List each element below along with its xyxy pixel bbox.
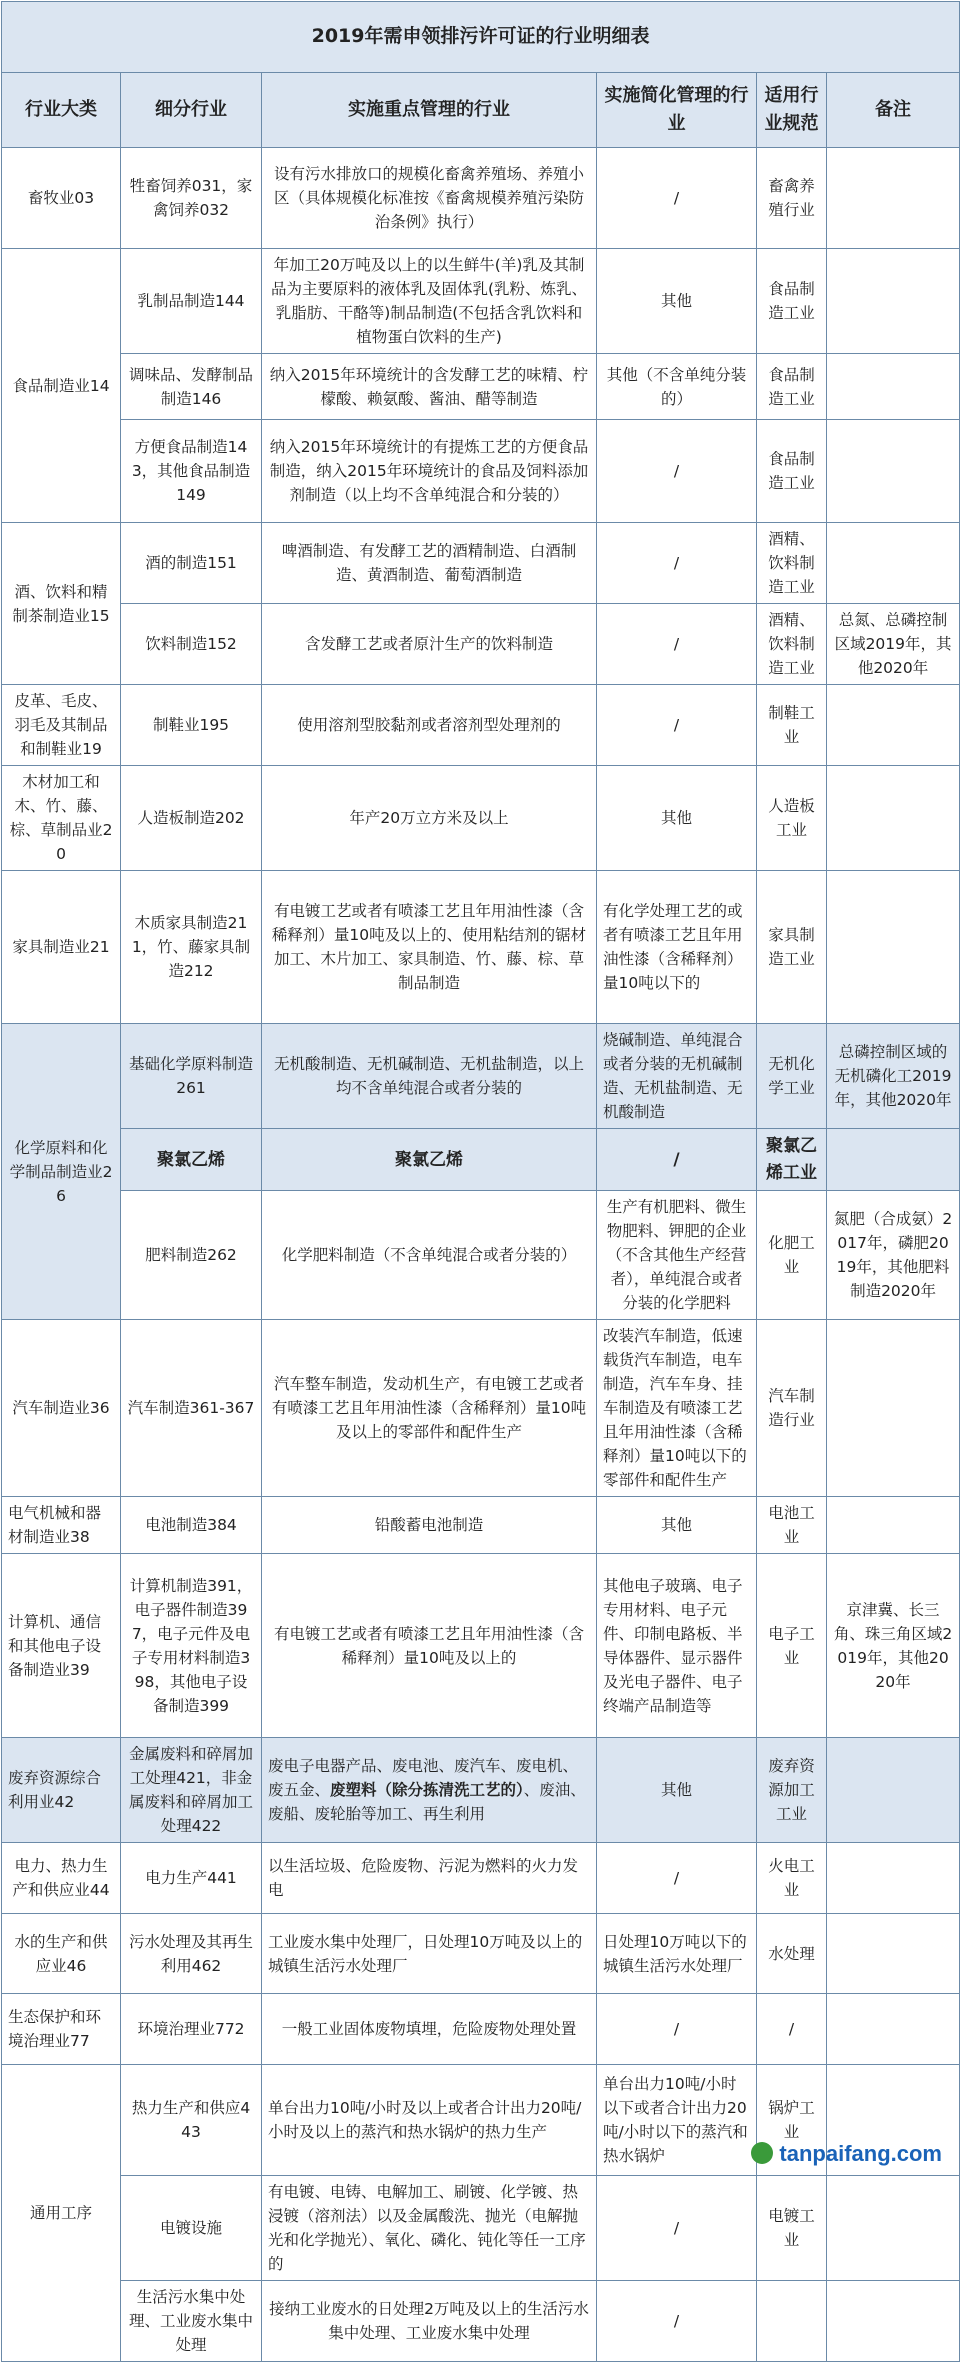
cell-subcategory: 环境治理业772 bbox=[121, 1994, 262, 2065]
table-row bbox=[2, 523, 960, 604]
table-row bbox=[2, 1914, 960, 1994]
cell-subcategory: 热力生产和供应443 bbox=[121, 2065, 262, 2176]
cell-key: 有电镀工艺或者有喷漆工艺且年用油性漆（含稀释剂）量10吨及以上的、使用粘结剂的锯材加工、木片加工、家具制造、竹、藤、棕、草制品制造 bbox=[262, 871, 597, 1024]
cell-note bbox=[827, 354, 960, 420]
cell-category: 化学原料和化学制品制造业26 bbox=[2, 1024, 121, 1320]
header-row bbox=[2, 73, 960, 148]
cell-key: 化学肥料制造（不含单纯混合或者分装的） bbox=[262, 1191, 597, 1320]
cell-category: 电力、热力生产和供应业44 bbox=[2, 1843, 121, 1914]
table-row bbox=[2, 2281, 960, 2362]
table-row bbox=[2, 1843, 960, 1914]
table-row bbox=[2, 148, 960, 249]
header-industry-norm: 适用行业规范 bbox=[757, 73, 827, 148]
cell-note bbox=[827, 1994, 960, 2065]
table-row bbox=[2, 420, 960, 523]
cell-note: 京津冀、长三角、珠三角区域2019年，其他2020年 bbox=[827, 1554, 960, 1738]
cell-simple: / bbox=[597, 2176, 757, 2281]
cell-category: 通用工序 bbox=[2, 2065, 121, 2362]
cell-norm: 无机化学工业 bbox=[757, 1024, 827, 1129]
cell-simple: 其他 bbox=[597, 1738, 757, 1843]
cell-simple: 烧碱制造、单纯混合或者分装的无机碱制造、无机盐制造、无机酸制造 bbox=[597, 1024, 757, 1129]
table-row bbox=[2, 1738, 960, 1843]
cell-subcategory: 生活污水集中处理、工业废水集中处理 bbox=[121, 2281, 262, 2362]
table-title: 2019年需申领排污许可证的行业明细表 bbox=[2, 2, 960, 73]
cell-note bbox=[827, 249, 960, 354]
cell-subcategory: 聚氯乙烯 bbox=[121, 1129, 262, 1191]
cell-norm: 火电工业 bbox=[757, 1843, 827, 1914]
cell-subcategory: 汽车制造361-367 bbox=[121, 1320, 262, 1497]
table-row bbox=[2, 1554, 960, 1738]
cell-note bbox=[827, 148, 960, 249]
cell-subcategory: 木质家具制造211，竹、藤家具制造212 bbox=[121, 871, 262, 1024]
cell-subcategory: 基础化学原料制造261 bbox=[121, 1024, 262, 1129]
table-row bbox=[2, 1994, 960, 2065]
cell-note bbox=[827, 1738, 960, 1843]
cell-norm: 水处理 bbox=[757, 1914, 827, 1994]
cell-key-part3: 、废油、废船、废轮胎等加工、再生利用 bbox=[268, 1781, 586, 1824]
table-row bbox=[2, 604, 960, 685]
cell-note bbox=[827, 685, 960, 766]
cell-key: 年加工20万吨及以上的以生鲜牛(羊)乳及其制品为主要原料的液体乳及固体乳(乳粉、炼乳、乳脂肪、干酪等)制品制造(不包括含乳饮料和植物蛋白饮料的生产) bbox=[262, 249, 597, 354]
leaf-logo-icon bbox=[751, 2142, 773, 2164]
table-row bbox=[2, 354, 960, 420]
cell-key-part1: 废电子电器产品、废电池、废汽车、废电机、废五金、 bbox=[268, 1757, 579, 1800]
cell-key: 以生活垃圾、危险废物、污泥为燃料的火力发电 bbox=[262, 1843, 597, 1914]
cell-key: 工业废水集中处理厂，日处理10万吨及以上的城镇生活污水处理厂 bbox=[262, 1914, 597, 1994]
cell-norm: 废弃资源加工工业 bbox=[757, 1738, 827, 1843]
cell-simple: 其他电子玻璃、电子专用材料、电子元件、印制电路板、半导体器件、显示器件及光电子器件、电子终端产品制造等 bbox=[597, 1554, 757, 1738]
cell-note bbox=[827, 523, 960, 604]
cell-note: 氮肥（合成氨）2017年，磷肥2019年，其他肥料制造2020年 bbox=[827, 1191, 960, 1320]
cell-category: 家具制造业21 bbox=[2, 871, 121, 1024]
cell-simple: 生产有机肥料、微生物肥料、钾肥的企业（不含其他生产经营者），单纯混合或者分装的化学肥料 bbox=[597, 1191, 757, 1320]
cell-simple: 改装汽车制造，低速载货汽车制造，电车制造，汽车车身、挂车制造及有喷漆工艺且年用油性漆（含稀释剂）量10吨以下的零部件和配件生产 bbox=[597, 1320, 757, 1497]
cell-subcategory: 电镀设施 bbox=[121, 2176, 262, 2281]
cell-norm: 电子工业 bbox=[757, 1554, 827, 1738]
cell-note: 总氮、总磷控制区域2019年，其他2020年 bbox=[827, 604, 960, 685]
cell-category: 酒、饮料和精制茶制造业15 bbox=[2, 523, 121, 685]
cell-key: 含发酵工艺或者原汁生产的饮料制造 bbox=[262, 604, 597, 685]
cell-simple: 其他 bbox=[597, 249, 757, 354]
cell-category: 畜牧业03 bbox=[2, 148, 121, 249]
cell-note bbox=[827, 1914, 960, 1994]
cell-note: 总磷控制区域的无机磷化工2019年，其他2020年 bbox=[827, 1024, 960, 1129]
cell-norm: 化肥工业 bbox=[757, 1191, 827, 1320]
table-row bbox=[2, 871, 960, 1024]
cell-norm: 人造板工业 bbox=[757, 766, 827, 871]
table-row bbox=[2, 1129, 960, 1191]
cell-subcategory: 方便食品制造143，其他食品制造149 bbox=[121, 420, 262, 523]
cell-subcategory: 牲畜饲养031，家禽饲养032 bbox=[121, 148, 262, 249]
cell-key: 啤酒制造、有发酵工艺的酒精制造、白酒制造、黄酒制造、葡萄酒制造 bbox=[262, 523, 597, 604]
cell-simple: 其他（不含单纯分装的） bbox=[597, 354, 757, 420]
cell-subcategory: 污水处理及其再生利用462 bbox=[121, 1914, 262, 1994]
cell-norm: 畜禽养殖行业 bbox=[757, 148, 827, 249]
cell-note bbox=[827, 420, 960, 523]
cell-key: 单台出力10吨/小时及以上或者合计出力20吨/小时及以上的蒸汽和热水锅炉的热力生产 bbox=[262, 2065, 597, 2176]
watermark bbox=[751, 2141, 942, 2167]
cell-key: 设有污水排放口的规模化畜禽养殖场、养殖小区（具体规模化标准按《畜禽规模养殖污染防治条例》执行） bbox=[262, 148, 597, 249]
cell-key: 聚氯乙烯 bbox=[262, 1129, 597, 1191]
cell-category: 木材加工和木、竹、藤、棕、草制品业20 bbox=[2, 766, 121, 871]
cell-note bbox=[827, 766, 960, 871]
watermark-text: tanpaifang.com bbox=[779, 2141, 942, 2166]
cell-note bbox=[827, 1843, 960, 1914]
cell-simple: / bbox=[597, 685, 757, 766]
cell-simple: / bbox=[597, 604, 757, 685]
cell-norm: 锅炉工业 bbox=[757, 2065, 827, 2176]
cell-simple: 有化学处理工艺的或者有喷漆工艺且年用油性漆（含稀释剂）量10吨以下的 bbox=[597, 871, 757, 1024]
title-row bbox=[2, 2, 960, 73]
cell-note bbox=[827, 1320, 960, 1497]
cell-key: 纳入2015年环境统计的含发酵工艺的味精、柠檬酸、赖氨酸、酱油、醋等制造 bbox=[262, 354, 597, 420]
cell-norm: / bbox=[757, 1994, 827, 2065]
cell-subcategory: 酒的制造151 bbox=[121, 523, 262, 604]
cell-norm: 食品制造工业 bbox=[757, 354, 827, 420]
cell-subcategory: 计算机制造391，电子器件制造397，电子元件及电子专用材料制造398，其他电子设备制造399 bbox=[121, 1554, 262, 1738]
cell-key: 有电镀、电铸、电解加工、刷镀、化学镀、热浸镀（溶剂法）以及金属酸洗、抛光（电解抛光和化学抛光）、氧化、磷化、钝化等任一工序的 bbox=[262, 2176, 597, 2281]
cell-category: 水的生产和供应业46 bbox=[2, 1914, 121, 1994]
cell-simple: / bbox=[597, 420, 757, 523]
cell-simple: 日处理10万吨以下的城镇生活污水处理厂 bbox=[597, 1914, 757, 1994]
cell-category: 计算机、通信和其他电子设备制造业39 bbox=[2, 1554, 121, 1738]
cell-simple: / bbox=[597, 1994, 757, 2065]
cell-key: 一般工业固体废物填埋，危险废物处理处置 bbox=[262, 1994, 597, 2065]
cell-subcategory: 金属废料和碎屑加工处理421，非金属废料和碎屑加工处理422 bbox=[121, 1738, 262, 1843]
cell-simple: / bbox=[597, 523, 757, 604]
header-note: 备注 bbox=[827, 73, 960, 148]
cell-simple: / bbox=[597, 1129, 757, 1191]
table-row bbox=[2, 685, 960, 766]
cell-note bbox=[827, 2176, 960, 2281]
cell-norm: 酒精、饮料制造工业 bbox=[757, 604, 827, 685]
cell-key: 接纳工业废水的日处理2万吨及以上的生活污水集中处理、工业废水集中处理 bbox=[262, 2281, 597, 2362]
cell-subcategory: 电力生产441 bbox=[121, 1843, 262, 1914]
cell-norm: 聚氯乙烯工业 bbox=[757, 1129, 827, 1191]
table-row bbox=[2, 1191, 960, 1320]
header-key-management: 实施重点管理的行业 bbox=[262, 73, 597, 148]
table-row bbox=[2, 1497, 960, 1554]
table-row bbox=[2, 766, 960, 871]
cell-subcategory: 调味品、发酵制品制造146 bbox=[121, 354, 262, 420]
cell-key-bold-part: 废塑料（除分拣清洗工艺的） bbox=[330, 1781, 524, 1800]
cell-norm: 家具制造工业 bbox=[757, 871, 827, 1024]
cell-category: 汽车制造业36 bbox=[2, 1320, 121, 1497]
table-row bbox=[2, 1320, 960, 1497]
cell-subcategory: 电池制造384 bbox=[121, 1497, 262, 1554]
cell-note bbox=[827, 2281, 960, 2362]
table-row bbox=[2, 1024, 960, 1129]
cell-key: 无机酸制造、无机碱制造、无机盐制造，以上均不含单纯混合或者分装的 bbox=[262, 1024, 597, 1129]
cell-simple: 单台出力10吨/小时以下或者合计出力20吨/小时以下的蒸汽和热水锅炉 bbox=[597, 2065, 757, 2176]
cell-simple: / bbox=[597, 2281, 757, 2362]
header-category: 行业大类 bbox=[2, 73, 121, 148]
cell-note bbox=[827, 871, 960, 1024]
table-row bbox=[2, 249, 960, 354]
cell-norm: 食品制造工业 bbox=[757, 249, 827, 354]
cell-category: 皮革、毛皮、羽毛及其制品和制鞋业19 bbox=[2, 685, 121, 766]
cell-norm: 制鞋工业 bbox=[757, 685, 827, 766]
cell-norm: 汽车制造行业 bbox=[757, 1320, 827, 1497]
cell-subcategory: 饮料制造152 bbox=[121, 604, 262, 685]
cell-simple: / bbox=[597, 148, 757, 249]
cell-key: 铅酸蓄电池制造 bbox=[262, 1497, 597, 1554]
cell-note bbox=[827, 1497, 960, 1554]
cell-norm: 电镀工业 bbox=[757, 2176, 827, 2281]
cell-subcategory: 乳制品制造144 bbox=[121, 249, 262, 354]
cell-category: 生态保护和环境治理业77 bbox=[2, 1994, 121, 2065]
cell-simple: / bbox=[597, 1843, 757, 1914]
cell-subcategory: 人造板制造202 bbox=[121, 766, 262, 871]
cell-category: 食品制造业14 bbox=[2, 249, 121, 523]
cell-subcategory: 肥料制造262 bbox=[121, 1191, 262, 1320]
cell-simple: 其他 bbox=[597, 766, 757, 871]
cell-key: 年产20万立方米及以上 bbox=[262, 766, 597, 871]
table-row bbox=[2, 2176, 960, 2281]
cell-category: 废弃资源综合利用业42 bbox=[2, 1738, 121, 1843]
cell-simple: 其他 bbox=[597, 1497, 757, 1554]
cell-key: 汽车整车制造，发动机生产，有电镀工艺或者有喷漆工艺且年用油性漆（含稀释剂）量10吨及以上的零部件和配件生产 bbox=[262, 1320, 597, 1497]
header-simplified-management: 实施简化管理的行业 bbox=[597, 73, 757, 148]
cell-note bbox=[827, 1129, 960, 1191]
cell-norm: 酒精、饮料制造工业 bbox=[757, 523, 827, 604]
cell-key: 纳入2015年环境统计的有提炼工艺的方便食品制造，纳入2015年环境统计的食品及饲料添加剂制造（以上均不含单纯混合和分装的） bbox=[262, 420, 597, 523]
cell-key: 有电镀工艺或者有喷漆工艺且年用油性漆（含稀释剂）量10吨及以上的 bbox=[262, 1554, 597, 1738]
header-subcategory: 细分行业 bbox=[121, 73, 262, 148]
permit-table bbox=[1, 1, 960, 2362]
cell-norm: 食品制造工业 bbox=[757, 420, 827, 523]
cell-key: 使用溶剂型胶黏剂或者溶剂型处理剂的 bbox=[262, 685, 597, 766]
cell-category: 电气机械和器材制造业38 bbox=[2, 1497, 121, 1554]
cell-norm: 电池工业 bbox=[757, 1497, 827, 1554]
cell-subcategory: 制鞋业195 bbox=[121, 685, 262, 766]
cell-key bbox=[262, 1738, 597, 1843]
cell-norm bbox=[757, 2281, 827, 2362]
